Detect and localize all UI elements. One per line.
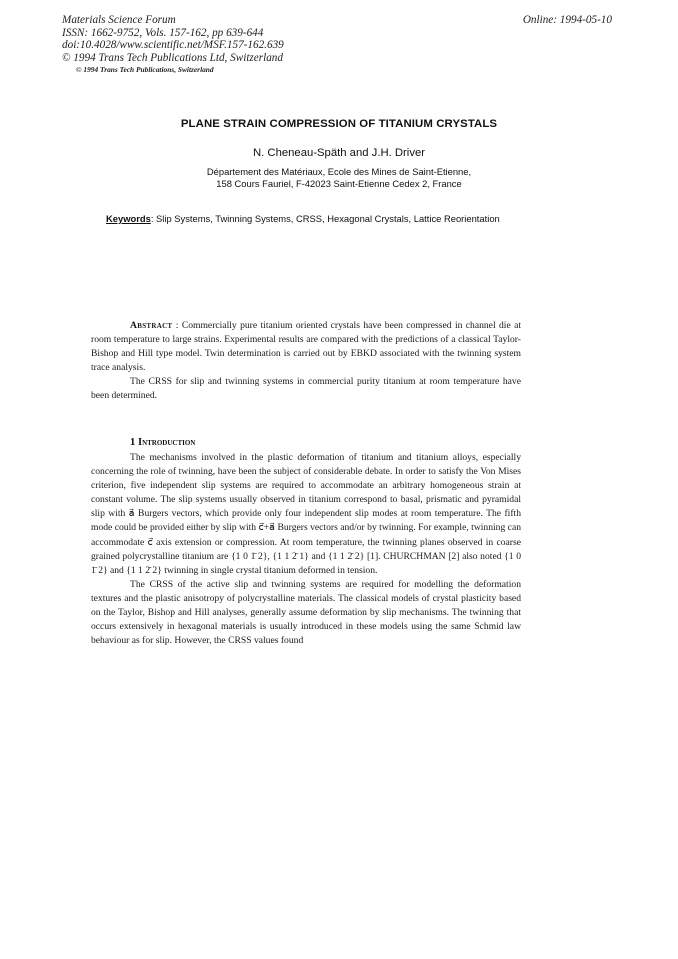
abstract-text-1: : Commercially pure titanium oriented crystals have been compressed in channel die at room temperature to large strains. Experimental results are compared with the predictions of a classical Taylor-Bishop and Hill type model. Twin determination is carried out by EBKD associated with the twinning system trace analysis. bbox=[91, 320, 521, 374]
keywords-label: Keywords bbox=[106, 213, 151, 224]
author-affiliation bbox=[0, 166, 678, 190]
issn-line: ISSN: 1662-9752, Vols. 157-162, pp 639-644 bbox=[62, 26, 264, 39]
introduction-paragraph-2: The CRSS of the active slip and twinning systems are required for modelling the deformation textures and the plastic anisotropy of polycrystalline materials. The classical models of crystal plasticity based on the Taylor, Bishop and Hill analyses, generally assume deformation by slip mechanisms. The twinning that occurs extensively in hexagonal materials is usually introduced in these models using the same Schmid law behaviour as for slip. However, the CRSS values found bbox=[91, 578, 521, 647]
introduction-section bbox=[91, 451, 521, 648]
affiliation-line-2: 158 Cours Fauriel, F-42023 Saint-Etienne Cedex 2, France bbox=[216, 178, 462, 189]
citation-block bbox=[62, 14, 284, 76]
abstract-paragraph-1 bbox=[91, 319, 521, 375]
paper-authors: N. Cheneau-Späth and J.H. Driver bbox=[252, 147, 426, 159]
online-date: Online: 1994-05-10 bbox=[522, 14, 612, 26]
affiliation-line-1: Département des Matériaux, Ecole des Mines de Saint-Etienne, bbox=[206, 166, 472, 177]
introduction-paragraph-1: The mechanisms involved in the plastic deformation of titanium and titanium alloys, especially concerning the role of twinning, have been the subject of considerable debate. In order to satisfy the Von Mises criterion, five independent slip systems are required to accommodate an arbitrary homogeneous strain at constant volume. The slip systems usually observed in titanium correspond to basal, prismatic and pyramidal slip with a⃗ Burgers vectors, which provide only four independent slip modes at room temperature. The fifth mode could be provided either by slip with c⃗+a⃗ Burgers vectors and/or by twinning. For example, twinning can accommodate c⃗ axis extension or compression. At room temperature, the twinning planes observed in coarse grained polycrystalline titanium are {1 0 1̄ 2}, {1 1 2̄ 1} and {1 1 2̄ 2} [1]. CHURCHMAN [2] also noted {1 0 1̄ 2} and {1 1 2̄ 2} twinning in single crystal titanium deformed in tension. bbox=[91, 452, 521, 576]
keywords-text: : Slip Systems, Twinning Systems, CRSS, Hexagonal Crystals, Lattice Reorientation bbox=[150, 213, 500, 224]
keywords-section bbox=[106, 213, 536, 225]
abstract-label: Abstract bbox=[130, 320, 173, 331]
paper-title: PLANE STRAIN COMPRESSION OF TITANIUM CRYSTALS bbox=[180, 118, 498, 130]
abstract-paragraph-2: The CRSS for slip and twinning systems in commercial purity titanium at room temperature have been determined. bbox=[91, 376, 521, 402]
section-heading-introduction: 1 Introduction bbox=[130, 437, 196, 448]
abstract-section bbox=[91, 319, 521, 404]
journal-name: Materials Science Forum bbox=[62, 14, 176, 26]
publisher-line: © 1994 Trans Tech Publications, Switzerland bbox=[76, 65, 214, 75]
doi-line[interactable]: doi:10.4028/www.scientific.net/MSF.157-162.639 bbox=[62, 39, 284, 52]
copyright-line: © 1994 Trans Tech Publications Ltd, Switzerland bbox=[62, 51, 283, 64]
